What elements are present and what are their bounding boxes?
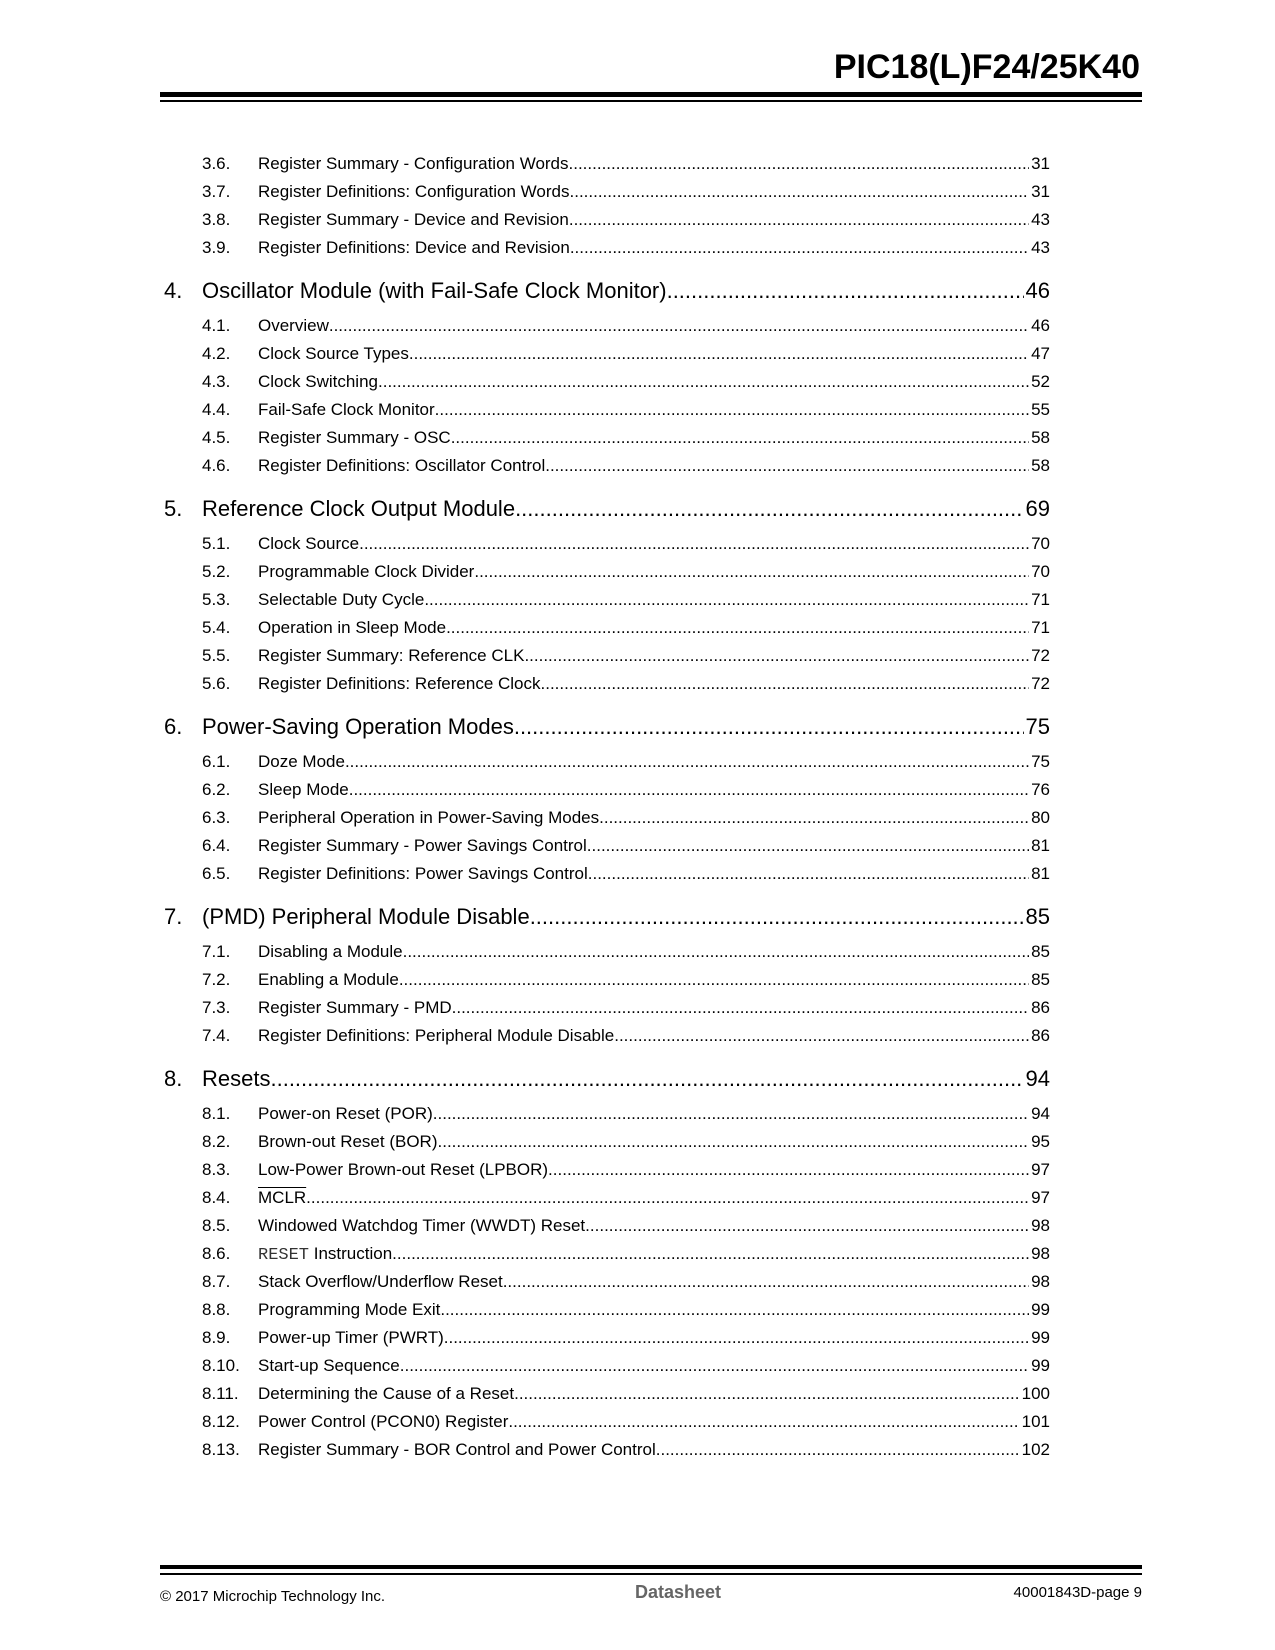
toc-entry[interactable] — [160, 966, 1050, 994]
dot-leader — [588, 860, 1029, 888]
toc-page-number: 58 — [1031, 428, 1050, 447]
toc-number: 6.3. — [202, 808, 231, 827]
toc-title — [258, 1022, 614, 1050]
toc-title — [258, 1156, 548, 1184]
toc-title-text: Doze Mode — [258, 752, 345, 771]
header-rule-thin — [160, 100, 1142, 102]
toc-page-number: 98 — [1031, 1272, 1050, 1291]
toc-page-number: 46 — [1025, 278, 1050, 303]
dot-leader — [409, 340, 1029, 368]
toc-entry[interactable] — [160, 1184, 1050, 1212]
toc-title-text: Power-on Reset (POR) — [258, 1104, 433, 1123]
toc-page-number: 94 — [1025, 1066, 1050, 1091]
toc-number: 4. — [164, 278, 183, 303]
toc-title-text: Resets — [202, 1066, 271, 1091]
toc-number: 5.3. — [202, 590, 231, 609]
toc-number: 8.2. — [202, 1132, 231, 1151]
toc-title — [258, 748, 345, 776]
toc-entry[interactable] — [160, 1408, 1050, 1436]
dot-leader — [329, 312, 1029, 340]
toc-title-text: Enabling a Module — [258, 970, 399, 989]
toc-number: 7.4. — [202, 1026, 231, 1045]
toc-chapter[interactable] — [160, 494, 1050, 524]
dot-leader — [667, 276, 1024, 306]
dot-leader — [514, 712, 1024, 742]
toc-title — [258, 1100, 433, 1128]
toc-entry[interactable] — [160, 1268, 1050, 1296]
toc-title — [258, 312, 329, 340]
toc-title — [258, 1212, 585, 1240]
toc-title-text: Register Definitions: Power Savings Control — [258, 864, 588, 883]
toc-number: 4.5. — [202, 428, 231, 447]
toc-number: 6.4. — [202, 836, 231, 855]
toc-page-number: 58 — [1031, 456, 1050, 475]
dot-leader — [399, 966, 1029, 994]
dot-leader — [444, 1324, 1029, 1352]
toc-number: 6.2. — [202, 780, 231, 799]
toc-title — [258, 642, 524, 670]
toc-page-number: 85 — [1031, 970, 1050, 989]
toc-chapter[interactable] — [160, 712, 1050, 742]
toc-title-text: Register Definitions: Configuration Words — [258, 182, 570, 201]
toc-page-number: 52 — [1031, 372, 1050, 391]
toc-title-text: Clock Switching — [258, 372, 378, 391]
toc-page-number: 85 — [1025, 904, 1050, 929]
toc-page-number: 97 — [1031, 1188, 1050, 1207]
toc-title — [258, 832, 587, 860]
dot-leader — [270, 1064, 1023, 1094]
dot-leader — [585, 1212, 1029, 1240]
toc-title-text: Power Control (PCON0) Register — [258, 1412, 509, 1431]
toc-title — [202, 494, 515, 524]
toc-entry[interactable] — [160, 1436, 1050, 1464]
toc-title-text: Register Definitions: Reference Clock — [258, 674, 541, 693]
toc-page-number: 81 — [1031, 836, 1050, 855]
toc-chapter[interactable] — [160, 276, 1050, 306]
dot-leader — [656, 1436, 1020, 1464]
toc-entry[interactable] — [160, 312, 1050, 340]
toc-number: 8.9. — [202, 1328, 231, 1347]
toc-title-text: Oscillator Module (with Fail-Safe Clock Monitor) — [202, 278, 667, 303]
toc-number: 6. — [164, 714, 183, 739]
toc-number: 8.6. — [202, 1244, 231, 1263]
dot-leader — [452, 994, 1029, 1022]
toc-entry[interactable] — [160, 424, 1050, 452]
toc-title — [258, 1436, 656, 1464]
toc-entry[interactable] — [160, 1212, 1050, 1240]
footer-rule — [160, 1565, 1142, 1569]
toc-entry[interactable] — [160, 396, 1050, 424]
toc-number: 5.4. — [202, 618, 231, 637]
toc-title-text: Register Definitions: Oscillator Control — [258, 456, 546, 475]
toc-page-number: 46 — [1031, 316, 1050, 335]
dot-leader — [433, 1100, 1029, 1128]
toc-entry[interactable] — [160, 832, 1050, 860]
header-rule — [160, 92, 1142, 97]
dot-leader — [306, 1184, 1029, 1212]
toc-page-number: 100 — [1021, 1384, 1050, 1403]
toc-number: 8. — [164, 1066, 183, 1091]
toc-entry[interactable] — [160, 1100, 1050, 1128]
dot-leader — [503, 1268, 1029, 1296]
toc-entry[interactable] — [160, 670, 1050, 698]
dot-leader — [541, 670, 1030, 698]
toc-page-number: 101 — [1021, 1412, 1050, 1431]
toc-title-text: Sleep Mode — [258, 780, 349, 799]
toc-title — [258, 1184, 306, 1212]
toc-title — [258, 340, 409, 368]
toc-entry[interactable] — [160, 748, 1050, 776]
toc-entry[interactable] — [160, 1022, 1050, 1050]
dot-leader — [514, 1380, 1020, 1408]
footer-rule-thin — [160, 1573, 1142, 1575]
toc-number: 5.5. — [202, 646, 231, 665]
toc-entry[interactable] — [160, 1156, 1050, 1184]
toc-entry[interactable] — [160, 368, 1050, 396]
dot-leader — [345, 748, 1029, 776]
toc-title-text: Register Definitions: Device and Revision — [258, 238, 570, 257]
toc-entry[interactable] — [160, 452, 1050, 480]
toc-title — [258, 1240, 392, 1270]
dot-leader — [392, 1240, 1029, 1268]
toc-entry[interactable] — [160, 1352, 1050, 1380]
dot-leader — [508, 1408, 1019, 1436]
toc-title — [258, 860, 588, 888]
dot-leader — [474, 558, 1029, 586]
toc-number: 8.1. — [202, 1104, 231, 1123]
toc-page-number: 31 — [1031, 182, 1050, 201]
dot-leader — [400, 1352, 1029, 1380]
toc-title-text: Clock Source — [258, 534, 360, 553]
dot-leader — [349, 776, 1029, 804]
toc-page-number: 97 — [1031, 1160, 1050, 1179]
toc-page-number: 81 — [1031, 864, 1050, 883]
toc-page-number: 31 — [1031, 154, 1050, 173]
toc-title — [258, 452, 545, 480]
toc-entry[interactable] — [160, 642, 1050, 670]
dot-leader — [545, 452, 1029, 480]
toc-title — [258, 938, 403, 966]
toc-title-text: Register Summary: Reference CLK — [258, 646, 525, 665]
footer-page-reference: 40001843D-page 9 — [1013, 1584, 1142, 1601]
toc-title-text: Reference Clock Output Module — [202, 496, 516, 521]
toc-entry[interactable] — [160, 206, 1050, 234]
toc-number: 6.1. — [202, 752, 231, 771]
toc-entry[interactable] — [160, 1380, 1050, 1408]
toc-title-text: Register Summary - Power Savings Control — [258, 836, 587, 855]
dot-leader — [569, 206, 1029, 234]
toc-chapter[interactable] — [160, 1064, 1050, 1094]
toc-entry[interactable] — [160, 586, 1050, 614]
toc-title-text: Programmable Clock Divider — [258, 562, 475, 581]
toc-page-number: 75 — [1025, 714, 1050, 739]
toc-title-code: RESET — [258, 1246, 310, 1265]
toc-title — [258, 178, 570, 206]
toc-title-text: Register Definitions: Peripheral Module Disable — [258, 1026, 615, 1045]
toc-title-text: Power-Saving Operation Modes — [202, 714, 514, 739]
toc-page-number: 98 — [1031, 1244, 1050, 1263]
toc-title — [258, 558, 474, 586]
toc-title — [258, 234, 570, 262]
toc-number: 7. — [164, 904, 183, 929]
toc-number: 8.7. — [202, 1272, 231, 1291]
toc-title — [258, 776, 349, 804]
dot-leader — [548, 1156, 1029, 1184]
toc-title — [258, 1268, 503, 1296]
dot-leader — [378, 368, 1029, 396]
toc-chapter[interactable] — [160, 902, 1050, 932]
toc-title-text: Overview — [258, 316, 329, 335]
toc-page-number: 43 — [1031, 238, 1050, 257]
toc-title — [258, 424, 451, 452]
dot-leader — [403, 938, 1029, 966]
toc-title-text: Fail-Safe Clock Monitor — [258, 400, 435, 419]
toc-title-suffix: Instruction — [309, 1244, 393, 1263]
toc-title-text: Start-up Sequence — [258, 1356, 400, 1375]
toc-title-text: Clock Source Types — [258, 344, 409, 363]
toc-entry[interactable] — [160, 994, 1050, 1022]
dot-leader — [570, 234, 1029, 262]
toc-title — [258, 150, 569, 178]
toc-title — [258, 1380, 514, 1408]
toc-page-number: 70 — [1031, 534, 1050, 553]
dot-leader — [438, 1128, 1030, 1156]
toc-page-number: 70 — [1031, 562, 1050, 581]
dot-leader — [435, 396, 1029, 424]
toc-title-text: (PMD) Peripheral Module Disable — [202, 904, 530, 929]
toc-title — [258, 1296, 440, 1324]
toc-title — [258, 396, 435, 424]
toc-page-number: 55 — [1031, 400, 1050, 419]
toc-number: 8.3. — [202, 1160, 231, 1179]
toc-title-text: Selectable Duty Cycle — [258, 590, 425, 609]
toc-page-number: 71 — [1031, 618, 1050, 637]
toc-section — [160, 902, 1050, 1050]
toc-entry[interactable] — [160, 558, 1050, 586]
toc-title-text: Operation in Sleep Mode — [258, 618, 447, 637]
toc-page-number: 99 — [1031, 1328, 1050, 1347]
toc-title-text: MCLR — [258, 1188, 307, 1207]
toc-number: 6.5. — [202, 864, 231, 883]
toc-title-text: Determining the Cause of a Reset — [258, 1384, 515, 1403]
footer-document-type: Datasheet — [635, 1582, 722, 1602]
toc-number: 4.3. — [202, 372, 231, 391]
toc-title — [202, 1064, 270, 1094]
dot-leader — [451, 424, 1029, 452]
toc-section — [160, 276, 1050, 480]
toc-entry[interactable] — [160, 938, 1050, 966]
toc-title-text: Low-Power Brown-out Reset (LPBOR) — [258, 1160, 549, 1179]
toc-number: 7.2. — [202, 970, 231, 989]
toc-number: 5. — [164, 496, 183, 521]
toc-number: 4.1. — [202, 316, 231, 335]
toc-number: 5.6. — [202, 674, 231, 693]
toc-page-number: 72 — [1031, 674, 1050, 693]
toc-title — [258, 966, 399, 994]
toc-number: 8.11. — [202, 1384, 239, 1403]
toc-number: 8.5. — [202, 1216, 231, 1235]
toc-page-number: 99 — [1031, 1356, 1050, 1375]
toc-title-text: Power-up Timer (PWRT) — [258, 1328, 444, 1347]
toc-title — [202, 712, 514, 742]
toc-number: 3.8. — [202, 210, 231, 229]
toc-entry[interactable] — [160, 776, 1050, 804]
toc-title — [202, 276, 667, 306]
dot-leader — [515, 494, 1023, 524]
toc-title — [258, 530, 359, 558]
dot-leader — [599, 804, 1029, 832]
toc-title — [258, 1324, 444, 1352]
toc-page-number: 47 — [1031, 344, 1050, 363]
toc-title — [258, 206, 569, 234]
dot-leader — [614, 1022, 1029, 1050]
dot-leader — [530, 902, 1024, 932]
toc-page-number: 75 — [1031, 752, 1050, 771]
toc-number: 8.10. — [202, 1356, 240, 1375]
toc-number: 7.1. — [202, 942, 231, 961]
toc-entry[interactable] — [160, 804, 1050, 832]
dot-leader — [524, 642, 1029, 670]
toc-number: 8.12. — [202, 1412, 240, 1431]
toc-page-number: 80 — [1031, 808, 1050, 827]
toc-entry[interactable] — [160, 614, 1050, 642]
toc-entry[interactable] — [160, 860, 1050, 888]
toc-page-number: 72 — [1031, 646, 1050, 665]
toc-page-number: 71 — [1031, 590, 1050, 609]
toc-number: 4.4. — [202, 400, 231, 419]
toc-number: 3.9. — [202, 238, 231, 257]
toc-title — [258, 670, 541, 698]
toc-title-text: Register Summary - BOR Control and Power Control — [258, 1440, 656, 1459]
page-header-title: PIC18(L)F24/25K40 — [833, 48, 1140, 86]
toc-number: 7.3. — [202, 998, 231, 1017]
toc-number: 5.1. — [202, 534, 231, 553]
toc-title-text: Register Summary - Device and Revision — [258, 210, 569, 229]
dot-leader — [359, 530, 1029, 558]
toc-number: 8.13. — [202, 1440, 240, 1459]
toc-page-number: 98 — [1031, 1216, 1050, 1235]
toc-entry[interactable] — [160, 150, 1050, 178]
toc-entry[interactable] — [160, 340, 1050, 368]
toc-number: 3.7. — [202, 182, 231, 201]
toc-title-text: Register Summary - Configuration Words — [258, 154, 569, 173]
toc-title — [258, 1352, 400, 1380]
toc-title — [258, 368, 378, 396]
toc-page-number: 76 — [1031, 780, 1050, 799]
dot-leader — [570, 178, 1030, 206]
toc-entry[interactable] — [160, 1324, 1050, 1352]
toc-page-number: 69 — [1025, 496, 1050, 521]
toc-entry[interactable] — [160, 234, 1050, 262]
toc-page-number: 86 — [1031, 1026, 1050, 1045]
toc-page-number: 102 — [1021, 1440, 1050, 1459]
footer-copyright: © 2017 Microchip Technology Inc. — [160, 1588, 386, 1605]
toc-page-number: 94 — [1031, 1104, 1050, 1123]
toc-page-number: 99 — [1031, 1300, 1050, 1319]
toc-section — [160, 1064, 1050, 1464]
dot-leader — [440, 1296, 1029, 1324]
toc-entry[interactable] — [160, 530, 1050, 558]
dot-leader — [424, 586, 1029, 614]
toc-title — [258, 994, 452, 1022]
toc-page-number: 95 — [1031, 1132, 1050, 1151]
toc-entry[interactable] — [160, 1240, 1050, 1268]
toc-title — [258, 586, 424, 614]
toc-title — [258, 614, 446, 642]
toc-title-text: Programming Mode Exit — [258, 1300, 441, 1319]
dot-leader — [587, 832, 1029, 860]
toc-number: 4.6. — [202, 456, 231, 475]
toc-section — [160, 494, 1050, 698]
toc-number: 3.6. — [202, 154, 231, 173]
toc-title-text: Stack Overflow/Underflow Reset — [258, 1272, 503, 1291]
toc-title-text: Register Summary - PMD — [258, 998, 452, 1017]
toc-number: 8.8. — [202, 1300, 231, 1319]
dot-leader — [569, 150, 1030, 178]
toc-section-continuation — [160, 150, 1050, 262]
toc-title-text: Disabling a Module — [258, 942, 403, 961]
table-of-contents — [160, 150, 1050, 1478]
toc-title-text: Peripheral Operation in Power-Saving Modes — [258, 808, 600, 827]
toc-page-number: 85 — [1031, 942, 1050, 961]
toc-title — [258, 1128, 438, 1156]
toc-number: 4.2. — [202, 344, 231, 363]
toc-number: 5.2. — [202, 562, 231, 581]
toc-title-text: Register Summary - OSC — [258, 428, 451, 447]
toc-section — [160, 712, 1050, 888]
toc-title — [258, 804, 599, 832]
toc-title — [202, 902, 530, 932]
toc-title — [258, 1408, 508, 1436]
toc-title-text: Brown-out Reset (BOR) — [258, 1132, 438, 1151]
dot-leader — [446, 614, 1029, 642]
toc-entry[interactable] — [160, 1296, 1050, 1324]
toc-number: 8.4. — [202, 1188, 231, 1207]
toc-page-number: 86 — [1031, 998, 1050, 1017]
toc-page-number: 43 — [1031, 210, 1050, 229]
toc-entry[interactable] — [160, 178, 1050, 206]
toc-entry[interactable] — [160, 1128, 1050, 1156]
toc-title-text: Windowed Watchdog Timer (WWDT) Reset — [258, 1216, 586, 1235]
